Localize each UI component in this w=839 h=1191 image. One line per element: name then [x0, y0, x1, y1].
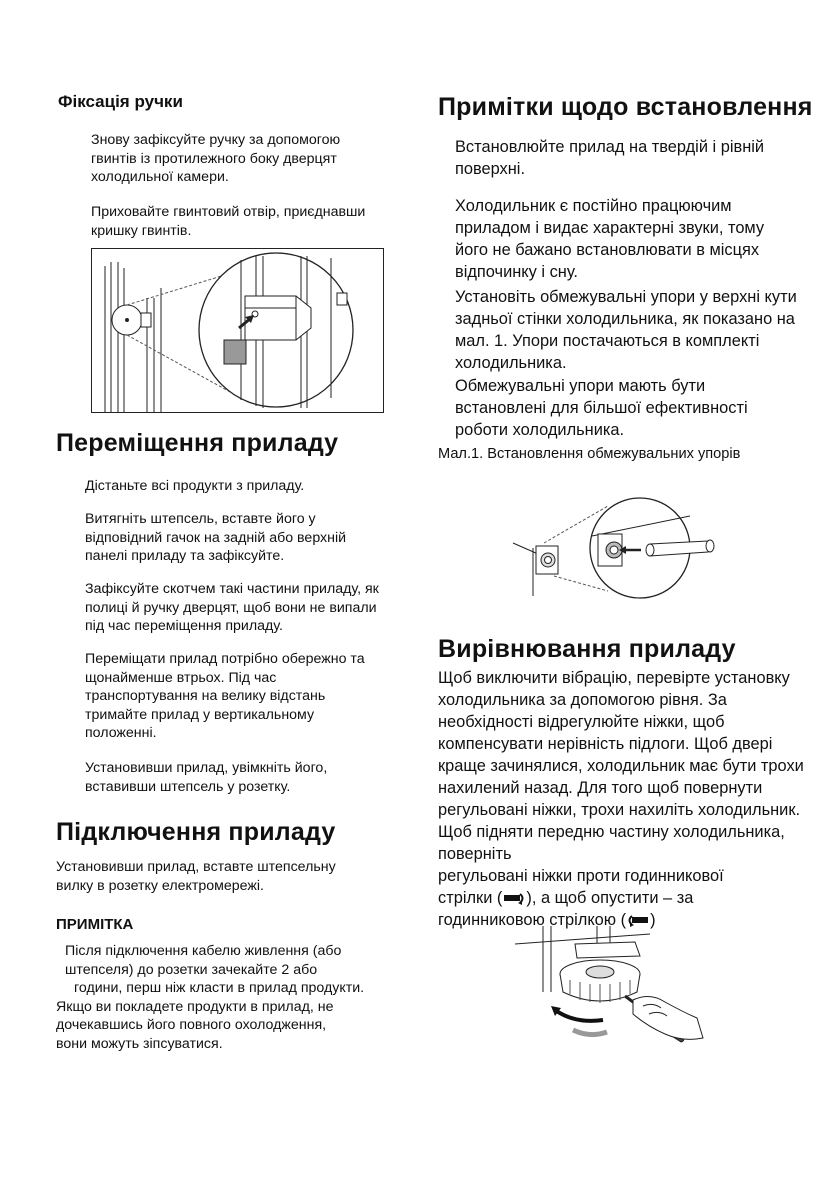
leveling-line-ccw-post: ), а щоб опустити – за — [526, 889, 694, 907]
install-paragraph-4: Обмежувальні упори мають бути встановлені для більшої ефективності роботи холодильника. — [455, 377, 748, 439]
section-title-moving: Переміщення приладу — [56, 429, 339, 457]
section-title-handle: Фіксація ручки — [58, 92, 183, 111]
leveling-paragraph: Щоб виключити вібрацію, перевірте установку холодильника за допомогою рівня. За необхідності відрегулюйте ніжки, щоб компенсувати нерівність підлоги. Щоб двері краще зачинялися, холодильник має бути трохи нахилений назад. Для того щоб повернути регульовані ніжки, трохи нахиліть холодильник. Щоб підняти передню частину холодильника, поверніть — [438, 669, 804, 863]
note-line-6: вони можуть зіпсуватися. — [56, 1035, 223, 1052]
note-line-1: Після підключення кабелю живлення (або — [65, 943, 342, 959]
leveling-line-cw-pre: годинниковою стрілкою ( — [438, 911, 627, 929]
spacer-install-figure — [508, 496, 730, 606]
install-paragraph-1: Встановлюйте прилад на твердій і рівній поверхні. — [455, 138, 765, 178]
leveling-line-ccw-start: регульовані ніжки проти годинникової — [438, 867, 724, 885]
leveling-line-ccw-pre: стрілки ( — [438, 889, 503, 907]
handle-paragraph-1: Знову зафіксуйте ручку за допомогою гвинтів із протилежного боку дверцят холодильної камери. — [91, 132, 341, 186]
connect-paragraph: Установивши прилад, вставте штепсельну вилку в розетку електромережі. — [56, 859, 336, 894]
install-paragraph-2: Холодильник є постійно працюючим приладом і видає характерні звуки, тому його не бажано встановлювати в місцях відпочинку і сну. — [455, 197, 765, 281]
moving-paragraph-4: Переміщати прилад потрібно обережно та щонайменше втрьох. Під час транспортування на велику відстань тримайте прилад у вертикальному положенні. — [85, 651, 365, 742]
leveling-line-cw-post: ) — [650, 911, 656, 929]
moving-paragraph-5: Установивши прилад, увімкніть його, вставивши штепсель у розетку. — [85, 760, 328, 795]
install-paragraph-3: Установіть обмежувальні упори у верхні кути задньої стінки холодильника, як показано на мал. 1. Упори постачаються в комплекті холодильника. — [455, 288, 797, 372]
section-title-leveling: Вирівнювання приладу — [438, 635, 736, 663]
note-line-4: Якщо ви покладете продукти в прилад, не — [56, 998, 334, 1015]
note-body — [56, 942, 396, 1054]
note-line-3: години, перш ніж класти в прилад продукти. — [74, 980, 365, 997]
figure-caption: Мал.1. Встановлення обмежувальних упорів — [438, 446, 741, 462]
section-title-connect: Підключення приладу — [56, 818, 336, 846]
moving-paragraph-1: Дістаньте всі продукти з приладу. — [85, 478, 305, 494]
section-title-install: Примітки щодо встановлення — [438, 93, 813, 121]
handle-paragraph-2: Приховайте гвинтовий отвір, приєднавши кришку гвинтів. — [91, 204, 366, 239]
leveling-line-ccw — [438, 887, 816, 909]
leveling-body — [438, 667, 816, 931]
adjustable-foot-figure — [515, 922, 705, 1044]
note-title: ПРИМІТКА — [56, 916, 134, 933]
counterclockwise-arrow-icon — [502, 891, 526, 905]
handle-fixing-figure — [91, 248, 384, 413]
note-line-5: дочекавшись його повного охолодження, — [56, 1017, 327, 1034]
note-line-2: штепселя) до розетки зачекайте 2 або — [65, 961, 318, 978]
moving-paragraph-3: Зафіксуйте скотчем такі частини приладу, як полиці й ручку дверцят, щоб вони не випали під час переміщення приладу. — [85, 581, 379, 635]
moving-paragraph-2: Витягніть штепсель, вставте його у відповідний гачок на задній або верхній панелі приладу та зафіксуйте. — [85, 511, 347, 565]
